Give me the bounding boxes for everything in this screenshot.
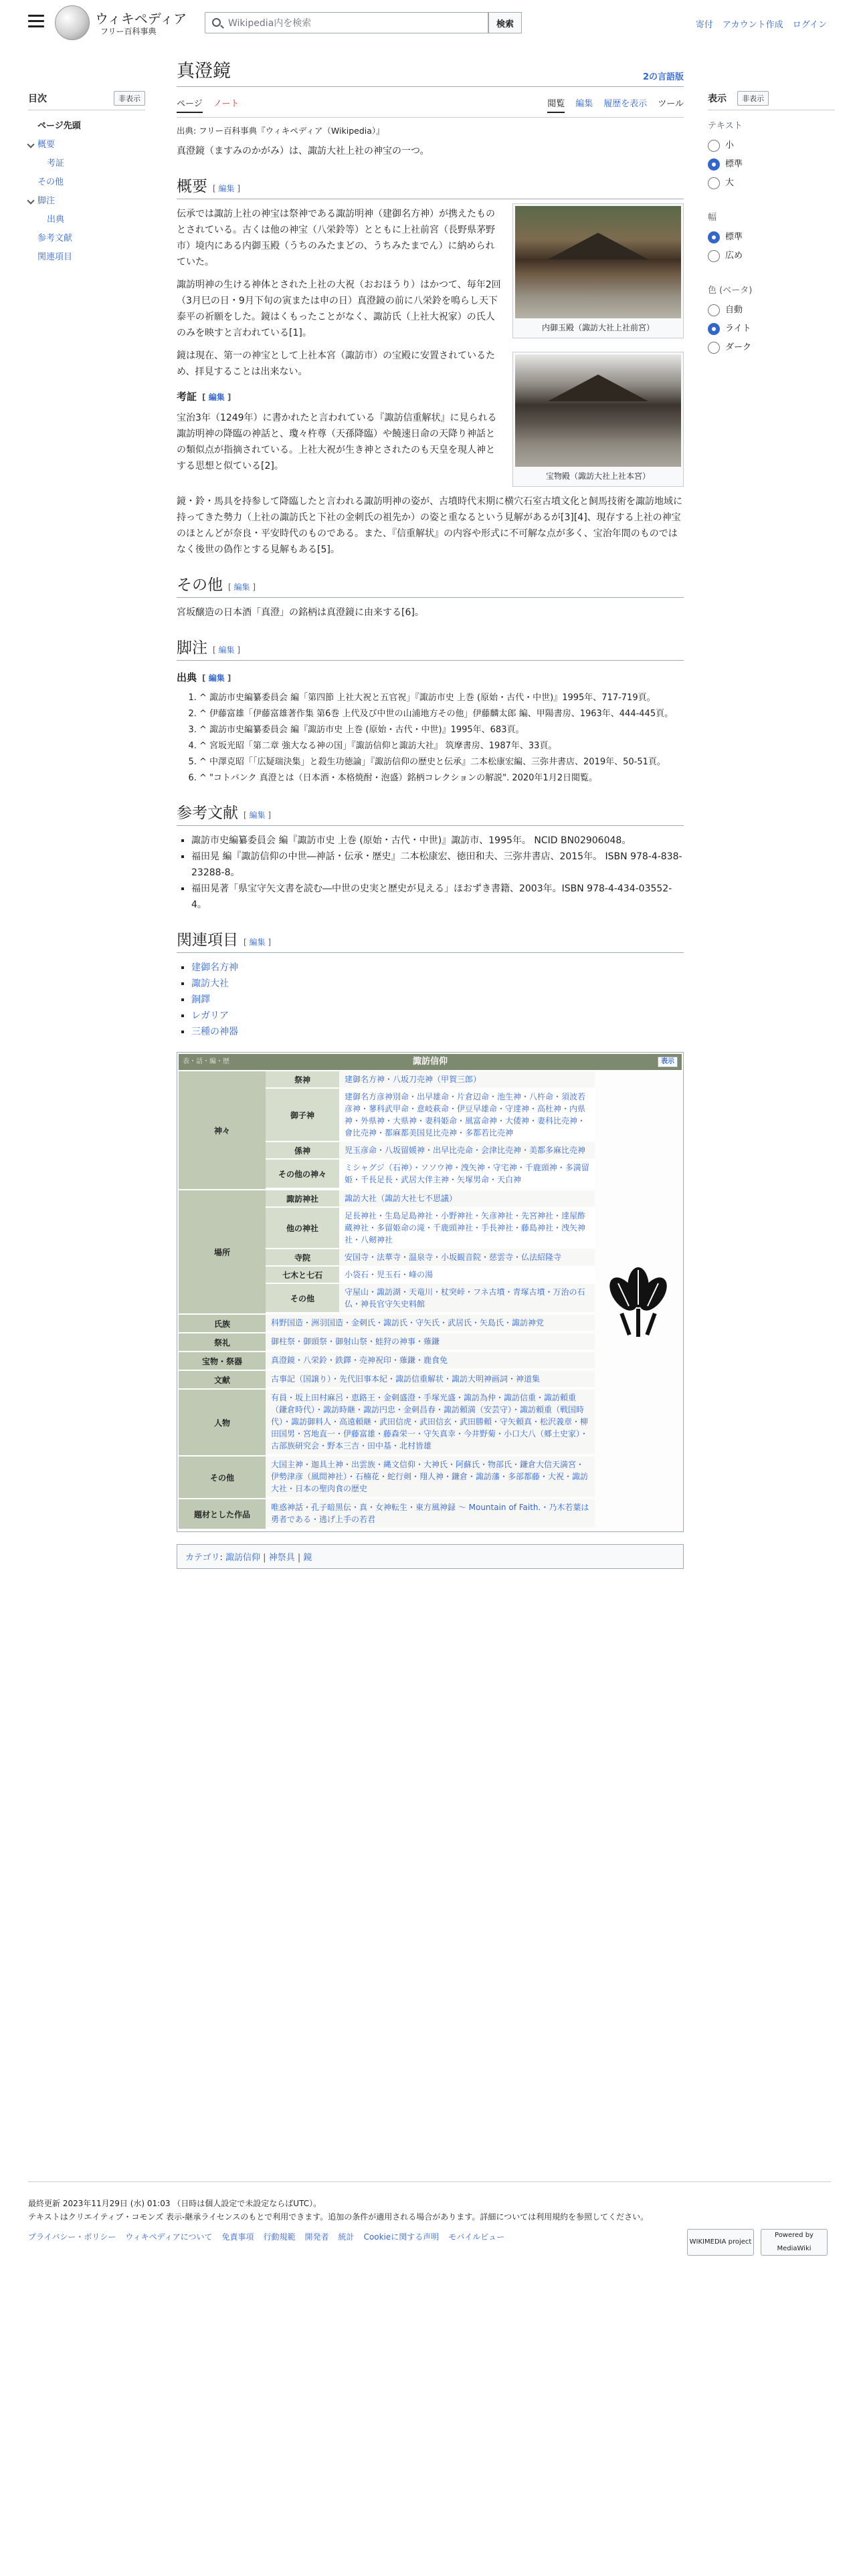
chevron-down-icon[interactable] (27, 197, 34, 204)
section-heading-overview (177, 174, 684, 199)
section-heading-references (177, 800, 684, 826)
navbox-title[interactable]: 諏訪信仰 (412, 1057, 448, 1067)
reference-item[interactable]: 6. ^ "コトバンク 真澄とは（日本酒・本格焼酎・泡盛）銘柄コレクションの解説". 2020年1月2日閲覧。 (199, 771, 684, 786)
page-tabs (177, 96, 684, 118)
heading-text: 関連項目 (177, 932, 238, 949)
tab-tools[interactable]: ツール (658, 99, 684, 109)
navbox-group-label: 氏族 (179, 1315, 266, 1332)
edit-label[interactable]: 編集 (233, 582, 250, 592)
toc-item-see-also[interactable] (28, 248, 145, 267)
radio-label: 大 (725, 178, 735, 188)
heading-text: 参考文献 (177, 804, 238, 822)
footer-link[interactable]: プライバシー・ポリシー (28, 2232, 116, 2242)
search-icon (212, 18, 221, 27)
treasury-photo[interactable] (515, 354, 681, 467)
site-wordmark[interactable]: ウィキペディア (95, 11, 187, 27)
navbox-group-row (179, 1071, 595, 1190)
section-heading-other (177, 572, 684, 598)
navbox (177, 1052, 684, 1532)
reference-item[interactable]: 4. ^ 宮坂光昭「第二章 強大なる神の国」『諏訪信仰と諏訪大社』 筑摩書房、1987年、33頁。 (199, 739, 684, 754)
main-menu-icon[interactable] (28, 15, 44, 28)
width-standard[interactable] (708, 228, 835, 247)
article-content (177, 59, 684, 1569)
create-account-link[interactable]: アカウント作成 (722, 20, 783, 30)
navbox-subrow (266, 1249, 595, 1267)
navbox-subrow (266, 1499, 595, 1529)
navbox-group-row (179, 1499, 595, 1530)
navbox-group-row (179, 1190, 595, 1315)
navbox-group-label: 文献 (179, 1371, 266, 1388)
text-size-standard[interactable] (708, 155, 835, 174)
heading-text: 考証 (177, 391, 197, 403)
navbox-subrow (266, 1371, 595, 1388)
navbox-subgroup-label: 係神 (266, 1142, 339, 1158)
study-paragraph-1: 宝治3年（1249年）に書かれたと言われている『諏訪信重解状』に見られる諏訪明神の降臨の神話と、瓊々杵尊（天孫降臨）や饒速日命の天降り神話との類似点が指摘されている。上社大祝が生き神とされたのも天皇を現人神とする思想と似ている[2]。 (177, 413, 497, 471)
source-note: 出典: フリー百科事典『ウィキペディア（Wikipedia）』 (177, 126, 385, 136)
navbox-group-row (179, 1457, 595, 1499)
heading-text: 概要 (177, 178, 207, 195)
color-light[interactable] (708, 320, 835, 338)
width-label: 幅 (708, 213, 717, 223)
navbox-subgroup-label: 祭神 (266, 1071, 339, 1087)
overview-paragraph-1: 伝承では諏訪上社の神宝は祭神である諏訪明神（建御名方神）が携えたものとされている。古くは他の神宝（八栄鈴等）とともに上社前宮（長野県茅野市）境内にある内御玉殿（うちのみたまどの、うちみたまでん）に納められていた。 (177, 209, 495, 267)
navbox-subgroup-label: その他の神々 (266, 1160, 339, 1188)
navbox-group-label: 神々 (179, 1071, 266, 1189)
reference-item[interactable]: 3. ^ 諏訪市史編纂委員会 編『諏訪市史 上巻 (原始・古代・中世)』1995年、683頁。 (199, 723, 684, 738)
navbox-link-list[interactable]: 唯惑神話・孔子暗黒伝・真・女神転生・東方風神録 〜 Mountain of Faith.・乃木若葉は勇者である・逃げ上手の若君 (266, 1499, 595, 1527)
appearance-hide-button[interactable]: 非表示 (737, 91, 769, 106)
edit-link[interactable]: [ 編集 ] (213, 645, 241, 655)
wikipedia-logo-icon[interactable] (55, 5, 90, 40)
toc-title: 目次 (28, 94, 47, 104)
radio-icon[interactable] (708, 140, 720, 152)
navbox-group-label: 宝物・祭器 (179, 1352, 266, 1370)
navbox-subrow (266, 1160, 595, 1189)
radio-icon[interactable] (708, 177, 720, 189)
reference-list (199, 691, 684, 786)
navbox-subrow (266, 1333, 595, 1351)
navbox-subgroup-label: 他の神社 (266, 1208, 339, 1248)
navbox-toggle-button[interactable]: 表示 (658, 1057, 678, 1067)
heading-text: 脚注 (177, 639, 207, 657)
login-link[interactable]: ログイン (792, 20, 827, 30)
text-size-small[interactable] (708, 136, 835, 155)
edit-link[interactable]: [ 編集 ] (213, 184, 241, 193)
language-button[interactable]: 2の言語版 (642, 72, 684, 82)
navbox-subgroup-label: 寺院 (266, 1249, 339, 1265)
search-button[interactable]: 検索 (488, 12, 522, 33)
subsection-heading-sources (177, 670, 684, 684)
toc-item-other[interactable] (28, 173, 145, 192)
text-size-large[interactable] (708, 174, 835, 193)
navbox-subgroup-label: 御子神 (266, 1089, 339, 1141)
user-links (696, 17, 827, 30)
navbox-group-row (179, 1371, 595, 1390)
width-wide[interactable] (708, 247, 835, 265)
navbox-link-list[interactable]: 足長神社・生島足島神社・小野神社・矢彦神社・先宮神社・達屋酢蔵神社・多留姫命の滝・千鹿頭神社・手長神社・藤島神社・洩矢神社・八剱神社 (339, 1208, 595, 1248)
color-auto[interactable] (708, 301, 835, 320)
navbox-link-list[interactable]: 守屋山・諏訪湖・天竜川・杖突峠・フネ古墳・青塚古墳・万治の石仏・神長官守矢史料館 (339, 1284, 595, 1312)
navbox-subrow (266, 1267, 595, 1284)
navbox-group-label: 場所 (179, 1190, 266, 1313)
navbox-link-list[interactable]: 小袋石・児玉石・峰の湯 (339, 1267, 595, 1283)
navbox-subrow (266, 1390, 595, 1455)
navbox-subrow (266, 1208, 595, 1249)
toc-item-label[interactable]: その他 (37, 177, 64, 187)
navbox-group-row (179, 1352, 595, 1371)
navbox-link-list[interactable]: 建御名方彦神別命・出早雄命・片倉辺命・池生神・八杵命・須波若彦神・蓼科武甲命・意岐萩命・伊豆早雄命・守達神・高杜神・内県神・外県神・大県神・妻科姫命・風富命神・大倭神・妻科比売神・會比売神・都麻都美国見比売神・多都若比売神 (339, 1089, 595, 1141)
radio-label: 小 (725, 140, 735, 150)
toc-item-references[interactable] (28, 229, 145, 248)
toc-hide-button[interactable]: 非表示 (114, 91, 145, 106)
navbox-link-list[interactable]: 安国寺・法華寺・温泉寺・小坂観音院・慈雲寺・仏法紹隆寺 (339, 1249, 595, 1265)
radio-icon[interactable] (708, 250, 720, 262)
tab-edit[interactable]: 編集 (575, 99, 593, 109)
page-footer (28, 2181, 831, 2252)
overview-paragraph-3: 鏡は現在、第一の神宝として上社本宮（諏訪市）の宝殿に安置されているため、拝見することは出来ない。 (177, 350, 495, 377)
navbox-link-list[interactable]: 古事記（国譲り）・先代旧事本紀・諏訪信重解状・諏訪大明神画詞・神道集 (266, 1371, 595, 1387)
navbox-subrow (266, 1142, 595, 1160)
navbox-rows (179, 1071, 595, 1530)
edit-link[interactable]: [ 編集 ] (244, 938, 272, 947)
figure-caption: 宝物殿（諏訪大社上社本宮） (545, 471, 650, 481)
toc-item-label[interactable]: 概要 (37, 140, 56, 150)
figure-treasury (512, 352, 684, 487)
navbox-link-list[interactable]: 御柱祭・御頭祭・御射山祭・蛙狩の神事・薙鎌 (266, 1333, 595, 1350)
see-also-link[interactable]: 建御名方神 (191, 962, 238, 973)
see-also-list (191, 960, 684, 1040)
footer-link[interactable]: 開発者 (304, 2232, 329, 2242)
navbox-link-list[interactable]: 科野国造・洲羽国造・金刺氏・諏訪氏・守矢氏・武居氏・矢島氏・諏訪神党 (266, 1315, 595, 1331)
see-also-link[interactable]: 銅鐸 (191, 994, 210, 1005)
heading-text: 出典 (177, 671, 197, 683)
donate-link[interactable]: 寄付 (695, 20, 713, 30)
navbox-link-list[interactable]: 大国主神・迦具土神・出雲族・縄文信仰・大神氏・阿蘇氏・物部氏・鎌倉大信天満宮・伊勢津彦（風間神社）・石楠花・蛇行剣・翔人神・鎌倉・諏訪藩・多部都藤・大祝・諏訪大社・日本の聖肉食の歴史 (266, 1457, 595, 1497)
footer-link[interactable]: Cookieに関する声明 (363, 2232, 440, 2242)
other-paragraph: 宮坂醸造の日本酒「真澄」の銘柄は真澄鏡に由来する[6]。 (177, 607, 424, 618)
tab-history[interactable]: 履歴を表示 (603, 99, 648, 109)
navbox-link-list[interactable]: ミシャグジ（石神）・ソソウ神・洩矢神・守宅神・千鹿頭神・多満留姫・千長足長・武居大伴主神・矢塚男命・天白神 (339, 1160, 595, 1188)
see-also-link[interactable]: 三種の神器 (191, 1027, 238, 1037)
page-header (0, 0, 859, 47)
mediawiki-badge[interactable]: Powered by MediaWiki (761, 2229, 828, 2256)
radio-selected-icon[interactable] (708, 231, 720, 243)
bibliography-item[interactable]: ▪ 諏訪市史編纂委員会 編『諏訪市史 上巻 (原始・古代・中世)』諏訪市、1995年。 NCID BN02906048。 (191, 833, 684, 849)
navbox-subgroup-label: 諏訪神社 (266, 1190, 339, 1206)
toc-item-sources[interactable] (28, 211, 145, 229)
toc-item-overview[interactable] (28, 136, 145, 154)
license-text: テキストはクリエイティブ・コモンズ 表示-継承ライセンスのもとで利用できます。追加の条件が適用される場合があります。詳細については利用規約を参照してください。 (28, 2212, 649, 2222)
color-dark[interactable] (708, 338, 835, 357)
radio-label: 自動 (725, 305, 743, 315)
edit-label[interactable]: 編集 (208, 393, 225, 402)
navbox-group-row (179, 1315, 595, 1333)
footer-link[interactable]: モバイルビュー (448, 2232, 505, 2242)
navbox-group-row (179, 1390, 595, 1457)
edit-label[interactable]: 編集 (249, 938, 266, 947)
radio-label: 広め (725, 251, 743, 261)
navbox-subrow (266, 1352, 595, 1370)
figure-inner-shrine (512, 203, 684, 338)
bibliography-list (191, 833, 684, 913)
radio-icon[interactable] (708, 342, 720, 354)
heading-text: その他 (177, 576, 223, 594)
section-heading-notes (177, 635, 684, 661)
wikimedia-badge[interactable]: WIKIMEDIA project (687, 2229, 754, 2256)
kaji-leaf-crest-icon (603, 1261, 673, 1341)
footer-link[interactable]: ウィキペディアについて (125, 2232, 213, 2242)
see-also-link[interactable]: 諏訪大社 (191, 978, 229, 989)
toc-item-label[interactable]: 参考文献 (37, 233, 73, 243)
reference-item[interactable]: 1. ^ 諏訪市史編纂委員会 編「第四節 上社大祝と五官祝」『諏訪市史 上巻 (原始・古代・中世)』1995年、717-719頁。 (199, 691, 684, 706)
navbox-link-list[interactable]: 児玉彦命・八坂留媛神・出早比売命・会津比売神・美都多麻比売神 (339, 1142, 595, 1158)
search-input[interactable] (205, 12, 488, 33)
navbox-link-list[interactable]: 建御名方神・八坂刀売神（甲賀三郎） (339, 1071, 595, 1087)
edit-label[interactable]: 編集 (218, 645, 235, 655)
search-placeholder: Wikipedia内を検索 (228, 18, 312, 29)
tab-talk[interactable]: ノート (213, 99, 240, 109)
chevron-down-icon[interactable] (27, 140, 34, 148)
figure-caption: 内御玉殿（諏訪大社上社前宮） (541, 323, 654, 332)
radio-label: ライト (725, 324, 751, 334)
navbox-subrow (266, 1284, 595, 1313)
radio-label: 標準 (725, 159, 743, 169)
study-paragraph-2: 鏡・鈴・馬具を持参して降臨したと言われる諏訪明神の姿が、古墳時代末期に横穴石室古墳文化と飼馬技術を諏訪地域に持ってきた勢力（上社の諏訪氏と下社の金刺氏の祖先か）の姿と重なるという見解があるが[3][4]、現存する上社の神宝のほとんどが奈良・平安時代のものである。また、『信重解状』の内容や形式に不可解な点が多く、宝治年間のものではなく後世の偽作とする見解もある[5]。 (177, 496, 682, 555)
shrine-photo[interactable] (515, 206, 681, 318)
page-title: 真澄鏡 (177, 61, 231, 82)
navbox-group-label: 題材とした作品 (179, 1499, 266, 1529)
toc-item-label[interactable]: 関連項目 (37, 252, 73, 262)
navbox-title-bar (179, 1054, 682, 1070)
toc-item-label[interactable]: 考証 (47, 158, 65, 169)
edit-link[interactable]: [ 編集 ] (244, 811, 272, 820)
radio-selected-icon[interactable] (708, 323, 720, 335)
navbox-group-label: 人物 (179, 1390, 266, 1455)
overview-paragraph-2: 諏訪明神の生ける神体とされた上社の大祝（おおほうり）はかつて、毎年2回（3月巳の日・9月下旬の寅または申の日）真澄鏡の前に八栄鈴を鳴らし天下泰平の祈願をした。鏡はくもったことがなく、諏訪氏（上社大祝家）の氏人のみを映すと言われている[1]。 (177, 280, 501, 338)
radio-selected-icon[interactable] (708, 158, 720, 171)
radio-icon[interactable] (708, 304, 720, 316)
edit-label[interactable]: 編集 (218, 184, 235, 193)
navbox-link-list[interactable]: 有員・坂上田村麻呂・恵路王・金刺盛澄・手塚光盛・諏訪為仲・諏訪信重・諏訪頼重（鎌倉時代）・諏訪時継・諏訪円忠・金刺昌春・諏訪頼満（安芸守）・諏訪頼重（戦国時代）・諏訪御料人・高遠頼継・武田信虎・武田信玄・武田勝頼・守矢頼真・松沢義章・柳田国男・宮地直一・伊藤富雄・藤森栄一・守矢真幸・今井野菊・小口大八（郷土史家）・古部族研究会・野本三吉・田中基・北村皆雄 (266, 1390, 595, 1454)
toc-item-label[interactable]: 出典 (47, 215, 65, 225)
last-updated: 最終更新 2023年11月29日 (水) 01:03 （日時は個人設定で未設定ならばUTC）。 (28, 2199, 322, 2208)
site-tagline: フリー百科事典 (100, 27, 157, 36)
navbox-subrow (266, 1089, 595, 1142)
table-of-contents (28, 91, 145, 267)
edit-link[interactable]: [ 編集 ] (228, 582, 256, 592)
footer-link[interactable]: 統計 (338, 2232, 355, 2242)
edit-link[interactable]: [ 編集 ] (202, 673, 231, 683)
navbox-link-list[interactable]: 真澄鏡・八栄鈴・鉄鐸・売神祝印・薙鎌・鹿食免 (266, 1352, 595, 1368)
edit-label[interactable]: 編集 (208, 673, 225, 683)
reference-item[interactable]: 2. ^ 伊藤富雄「伊藤富雄著作集 第6巻 上代及び中世の山浦地方その他」伊藤麟太郎 編、甲陽書房、1963年、444-445頁。 (199, 707, 684, 722)
tab-page[interactable]: ページ (177, 96, 203, 113)
radio-label: 標準 (725, 232, 743, 242)
toc-item-top[interactable]: ページ先頭 (37, 121, 81, 131)
bibliography-item[interactable]: ▪ 福田晃著「県宝守矢文書を読む―中世の史実と歴史が見える」ほおずき書籍、2003年。ISBN 978-4-434-03552-4。 (191, 881, 684, 913)
color-label: 色 (ベータ) (708, 286, 753, 296)
lead-paragraph: 真澄鏡（ますみのかがみ）は、諏訪大社上社の神宝の一つ。 (177, 146, 430, 156)
navbox-subrow (266, 1457, 595, 1498)
navbox-crest (595, 1071, 682, 1530)
navbox-subgroup-label: その他 (266, 1284, 339, 1312)
bibliography-item[interactable]: ▪ 福田晃 編『諏訪信仰の中世―神話・伝承・歴史』二本松康宏、徳田和夫、三弥井書店、2015年。 ISBN 978-4-838-23288-8。 (191, 849, 684, 881)
navbox-group-row (179, 1333, 595, 1352)
toc-item-study[interactable] (28, 154, 145, 173)
reference-item[interactable]: 5. ^ 中澤克昭「「広疑瑞決集」と殺生功徳論」『諏訪信仰の歴史と伝承』二本松康宏編、三弥井書店、2019年、50-51頁。 (199, 755, 684, 770)
navbox-subgroup-label: 七木と七石 (266, 1267, 339, 1283)
footer-link[interactable]: 免責事項 (221, 2232, 254, 2242)
categories-label[interactable]: カテゴリ (185, 1553, 220, 1563)
navbox-group-label: その他 (179, 1457, 266, 1498)
category-link[interactable]: 鏡 (303, 1553, 312, 1563)
see-also-link[interactable]: レガリア (191, 1010, 229, 1021)
category-link[interactable]: 諏訪信仰 (225, 1553, 261, 1563)
appearance-title: 表示 (708, 94, 727, 104)
category-link[interactable]: 神祭具 (268, 1553, 295, 1563)
navbox-link-list[interactable]: 諏訪大社（諏訪大社七不思議） (339, 1190, 595, 1206)
edit-link[interactable]: [ 編集 ] (202, 393, 231, 402)
edit-label[interactable]: 編集 (249, 811, 266, 820)
navbox-vte-links[interactable]: 表・話・編・歴 (183, 1058, 229, 1065)
toc-item-notes[interactable] (28, 192, 145, 211)
navbox-subrow (266, 1190, 595, 1208)
radio-label: ダーク (725, 342, 752, 352)
text-size-label: テキスト (708, 121, 743, 131)
footer-link[interactable]: 行動規範 (263, 2232, 296, 2242)
appearance-panel (708, 91, 835, 357)
category-box: カテゴリ: 諏訪信仰 | 神祭具 | 鏡 (177, 1544, 684, 1569)
toc-item-label[interactable]: 脚注 (37, 196, 56, 206)
navbox-subrow (266, 1071, 595, 1089)
navbox-subrow (266, 1315, 595, 1332)
navbox-group-label: 祭礼 (179, 1333, 266, 1351)
tab-read[interactable]: 閲覧 (547, 96, 565, 113)
section-heading-see-also (177, 928, 684, 953)
